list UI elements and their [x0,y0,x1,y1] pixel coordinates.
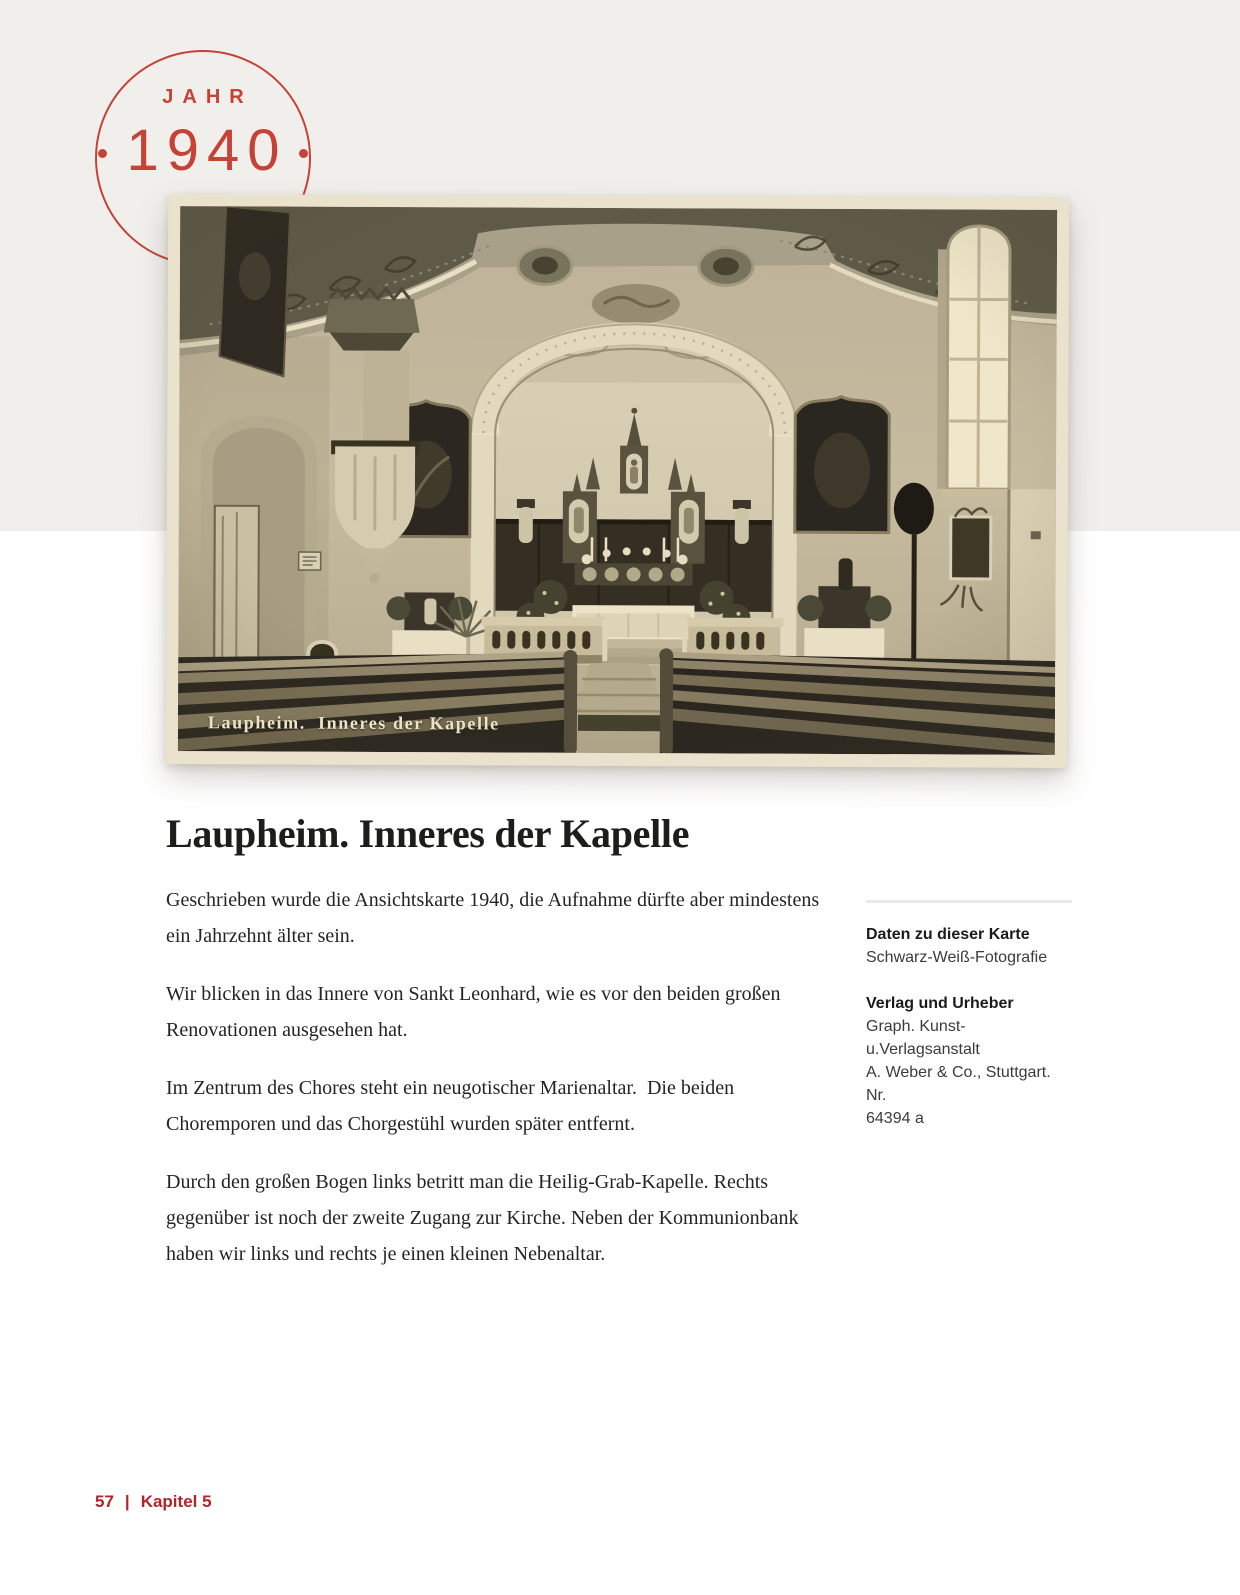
card-data-value: Schwarz-Weiß-Fotografie [866,949,1048,966]
photo-caption: Laupheim. Inneres der Kapelle [207,712,500,734]
chapel-photo-illustration [178,206,1057,755]
article-paragraph: Wir blicken in das Innere von Sankt Leonhard, wie es vor den beiden großen Renovationen ausgesehen hat. [166,983,781,1041]
article-paragraph: Geschrieben wurde die Ansichtskarte 1940, die Aufnahme dürfte aber mindestens ein Jahrzehnt älter sein. [166,889,820,947]
article-title: Laupheim. Inneres der Kapelle [166,811,690,856]
badge-year: 1940 [126,118,288,183]
article-body [166,882,831,1294]
page-number: 57 [95,1492,114,1511]
metadata-panel [866,900,1072,1130]
article-paragraph: Im Zentrum des Chores steht ein neugotischer Marienaltar. Die beiden Choremporen und das Chorgestühl wurden später entfernt. [166,1077,735,1135]
postcard-photo [178,206,1057,755]
dot-icon [299,149,308,158]
publisher-line: A. Weber & Co., Stuttgart. Nr. [866,1064,1051,1104]
badge-label: JAHR [162,86,253,108]
chapter-label: Kapitel 5 [140,1492,212,1511]
postcard [166,194,1069,768]
publisher-heading: Verlag und Urheber [866,995,1014,1012]
dot-icon [98,149,107,158]
card-data-heading: Daten zu dieser Karte [866,926,1030,943]
badge-year-row [97,118,309,183]
footer-separator: | [124,1492,130,1511]
publisher-line: Graph. Kunst-u.Verlagsanstalt [866,1018,980,1058]
publisher-line: 64394 a [866,1110,924,1127]
sidebar-spacer [866,969,1072,992]
article-paragraph: Durch den großen Bogen links betritt man die Heilig-Grab-Kapelle. Rechts gegenüber ist noch der zweite Zugang zur Kirche. Neben der Kommunionbank haben wir links und rechts je einen kleinen Nebenaltar. [166,1171,799,1265]
page-footer [95,1492,212,1512]
